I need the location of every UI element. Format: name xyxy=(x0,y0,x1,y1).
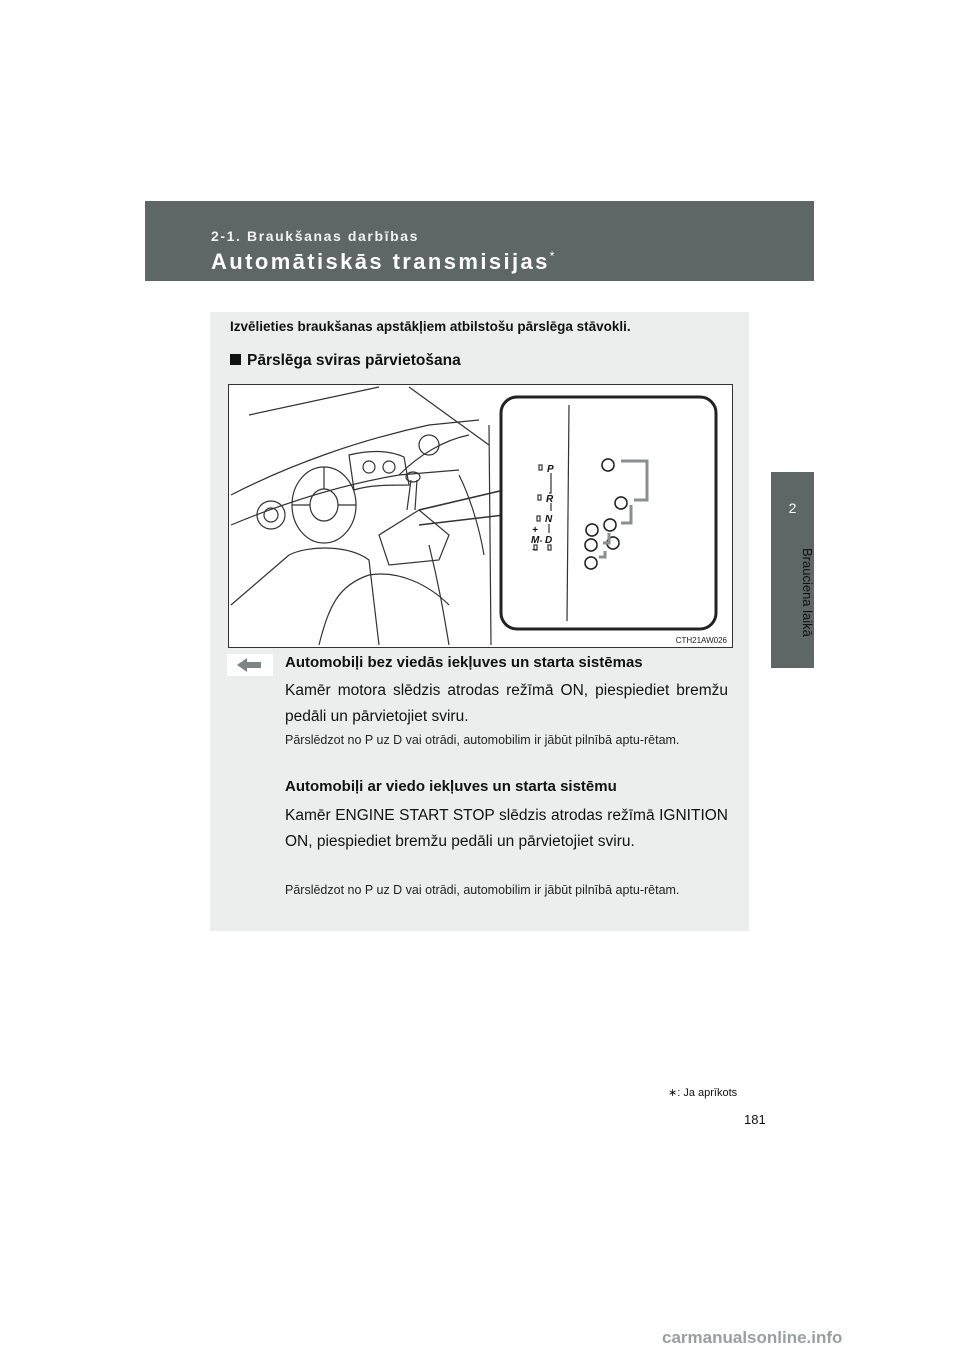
header-band xyxy=(145,201,814,281)
subheading-text: Pārslēga sviras pārvietošana xyxy=(247,352,461,369)
gate-label-m: M xyxy=(531,535,540,546)
page-title-text: Automātiskās transmisijas xyxy=(211,249,550,274)
footnote: ∗: Ja aprīkots xyxy=(668,1087,738,1099)
section-label: 2-1. Braukšanas darbības xyxy=(211,228,420,244)
arrow-marker xyxy=(227,654,273,676)
gate-label-d: D xyxy=(545,535,553,546)
chapter-number: 2 xyxy=(788,500,797,516)
square-bullet-icon xyxy=(230,354,241,365)
gate-label-p: P xyxy=(547,464,554,475)
page-number: 181 xyxy=(744,1112,766,1127)
gate-label-plus: + xyxy=(532,525,538,536)
figure-code: CTH21AW026 xyxy=(675,636,727,645)
section-note-with-smart-entry: Pārslēdzot no P uz D vai otrādi, automobilim ir jābūt pilnībā aptu-rētam. xyxy=(285,883,680,897)
section-title-with-smart-entry: Automobiļi ar viedo iekļuves un starta sistēmu xyxy=(285,778,617,795)
subheading xyxy=(230,352,461,370)
content-panel xyxy=(210,312,749,931)
intro-text: Izvēlieties braukšanas apstākļiem atbilstošu pārslēga stāvokli. xyxy=(230,319,631,334)
section-note-without-smart-entry: Pārslēdzot no P uz D vai otrādi, automobilim ir jābūt pilnībā aptu-rētam. xyxy=(285,733,680,747)
page-title xyxy=(211,249,557,275)
watermark: carmanualsonline.info xyxy=(662,1328,843,1347)
section-text-without-smart-entry: Kamēr motora slēdzis atrodas režīmā ON, piespiediet bremžu pedāli un pārvietojiet sviru. xyxy=(285,682,728,725)
chapter-name: Brauciena laikā xyxy=(800,548,815,637)
interior-drawing xyxy=(229,385,732,647)
gate-label-n: N xyxy=(545,514,553,525)
gate-label-minus: − xyxy=(532,545,538,556)
optional-equipment-mark: * xyxy=(549,249,557,263)
section-text-with-smart-entry: Kamēr ENGINE START STOP slēdzis atrodas režīmā IGNITION ON, piespiediet bremžu pedāli un pārvietojiet sviru. xyxy=(285,807,728,850)
shift-lever-illustration xyxy=(228,384,733,648)
arrow-left-icon xyxy=(227,654,273,676)
gate-label-r: R xyxy=(546,494,554,505)
section-title-without-smart-entry: Automobiļi bez viedās iekļuves un starta sistēmas xyxy=(285,654,643,671)
